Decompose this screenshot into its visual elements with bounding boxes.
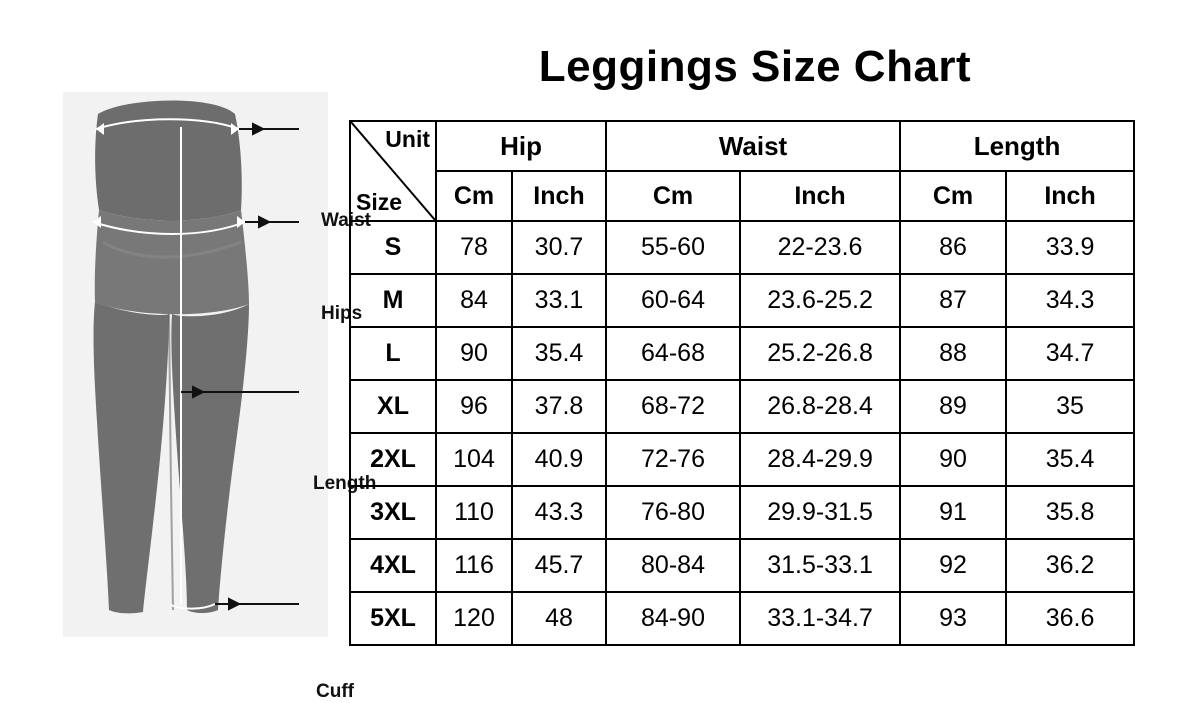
group-header-hip: Hip xyxy=(436,121,606,171)
table-header-group-row xyxy=(350,121,1134,171)
cell-size: 3XL xyxy=(350,486,436,539)
cell-size: 2XL xyxy=(350,433,436,486)
cell-hip-cm: 110 xyxy=(436,486,512,539)
callout-label-cuff: Cuff xyxy=(316,681,354,702)
table-row xyxy=(350,327,1134,380)
cell-waist-inch: 28.4-29.9 xyxy=(740,433,900,486)
cell-hip-inch: 48 xyxy=(512,592,606,645)
cell-length-cm: 91 xyxy=(900,486,1006,539)
cell-hip-cm: 78 xyxy=(436,221,512,274)
cell-size: XL xyxy=(350,380,436,433)
table-row xyxy=(350,592,1134,645)
group-header-waist: Waist xyxy=(606,121,900,171)
cell-size: 5XL xyxy=(350,592,436,645)
table-row xyxy=(350,221,1134,274)
cell-length-inch: 35.4 xyxy=(1006,433,1134,486)
cell-length-cm: 89 xyxy=(900,380,1006,433)
sub-header-length-cm: Cm xyxy=(900,171,1006,221)
cell-waist-inch: 22-23.6 xyxy=(740,221,900,274)
cell-hip-cm: 104 xyxy=(436,433,512,486)
cell-waist-cm: 60-64 xyxy=(606,274,740,327)
sub-header-hip-inch: Inch xyxy=(512,171,606,221)
cell-waist-inch: 33.1-34.7 xyxy=(740,592,900,645)
cell-length-inch: 35 xyxy=(1006,380,1134,433)
table-row xyxy=(350,380,1134,433)
cell-size: M xyxy=(350,274,436,327)
sub-header-waist-inch: Inch xyxy=(740,171,900,221)
size-chart-table xyxy=(349,120,1135,646)
cell-hip-cm: 90 xyxy=(436,327,512,380)
cell-length-inch: 34.7 xyxy=(1006,327,1134,380)
cell-hip-cm: 116 xyxy=(436,539,512,592)
cell-hip-inch: 37.8 xyxy=(512,380,606,433)
cell-hip-cm: 84 xyxy=(436,274,512,327)
cell-waist-cm: 76-80 xyxy=(606,486,740,539)
cell-length-cm: 86 xyxy=(900,221,1006,274)
callout-label-waist: Waist xyxy=(321,210,371,231)
cell-hip-cm: 96 xyxy=(436,380,512,433)
cell-length-cm: 87 xyxy=(900,274,1006,327)
size-chart-table-wrapper xyxy=(349,120,1133,646)
callout-label-length: Length xyxy=(313,473,377,494)
cell-size: 4XL xyxy=(350,539,436,592)
cell-waist-inch: 29.9-31.5 xyxy=(740,486,900,539)
unit-label: Unit xyxy=(385,126,430,152)
cell-hip-inch: 45.7 xyxy=(512,539,606,592)
cell-length-cm: 93 xyxy=(900,592,1006,645)
table-row xyxy=(350,486,1134,539)
cell-hip-inch: 35.4 xyxy=(512,327,606,380)
cell-length-cm: 92 xyxy=(900,539,1006,592)
cell-hip-inch: 30.7 xyxy=(512,221,606,274)
cell-length-inch: 34.3 xyxy=(1006,274,1134,327)
cell-waist-cm: 80-84 xyxy=(606,539,740,592)
cell-hip-inch: 43.3 xyxy=(512,486,606,539)
cell-waist-cm: 55-60 xyxy=(606,221,740,274)
cell-waist-inch: 25.2-26.8 xyxy=(740,327,900,380)
cell-length-cm: 88 xyxy=(900,327,1006,380)
table-header-sub-row xyxy=(350,171,1134,221)
table-row xyxy=(350,433,1134,486)
cell-size: L xyxy=(350,327,436,380)
table-row xyxy=(350,274,1134,327)
cell-waist-inch: 23.6-25.2 xyxy=(740,274,900,327)
cell-hip-inch: 40.9 xyxy=(512,433,606,486)
page-title: Leggings Size Chart xyxy=(538,42,972,91)
cell-hip-inch: 33.1 xyxy=(512,274,606,327)
corner-header-cell xyxy=(350,121,436,221)
table-row xyxy=(350,539,1134,592)
cell-length-inch: 33.9 xyxy=(1006,221,1134,274)
cell-waist-cm: 68-72 xyxy=(606,380,740,433)
cell-waist-cm: 72-76 xyxy=(606,433,740,486)
cell-waist-inch: 31.5-33.1 xyxy=(740,539,900,592)
cell-length-inch: 36.6 xyxy=(1006,592,1134,645)
cell-hip-cm: 120 xyxy=(436,592,512,645)
sub-header-length-inch: Inch xyxy=(1006,171,1134,221)
callout-label-hips: Hips xyxy=(321,303,363,324)
size-label: Size xyxy=(356,189,403,215)
sub-header-hip-cm: Cm xyxy=(436,171,512,221)
leggings-figure-icon xyxy=(63,92,328,637)
cell-waist-cm: 64-68 xyxy=(606,327,740,380)
cell-size: S xyxy=(350,221,436,274)
group-header-length: Length xyxy=(900,121,1134,171)
leggings-illustration xyxy=(63,92,377,702)
cell-length-inch: 35.8 xyxy=(1006,486,1134,539)
cell-waist-inch: 26.8-28.4 xyxy=(740,380,900,433)
cell-length-inch: 36.2 xyxy=(1006,539,1134,592)
sub-header-waist-cm: Cm xyxy=(606,171,740,221)
cell-length-cm: 90 xyxy=(900,433,1006,486)
cell-waist-cm: 84-90 xyxy=(606,592,740,645)
